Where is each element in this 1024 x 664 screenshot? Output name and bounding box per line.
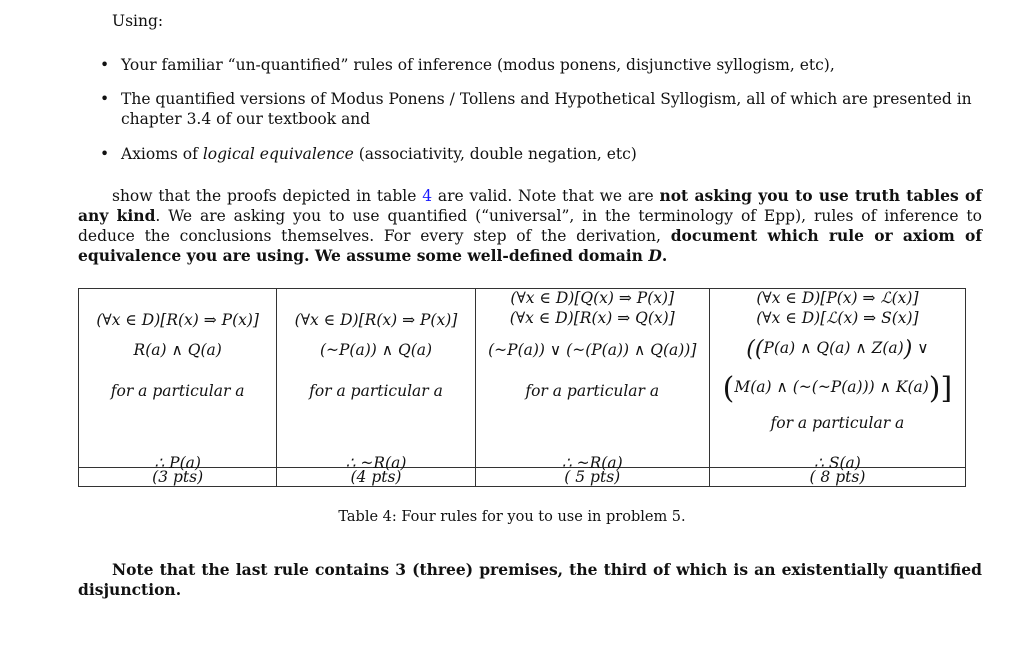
- intro-text: Using:: [112, 12, 164, 30]
- bullet-dot-icon: •: [100, 56, 110, 74]
- rule-cell-2: (∀x ∈ D)[R(x) ⇒ P(x)] (~P(a)) ∧ Q(a) for a particular a ∴ ~R(a): [277, 289, 475, 468]
- rule-cell-3: (∀x ∈ D)[Q(x) ⇒ P(x)] (∀x ∈ D)[R(x) ⇒ Q(x)] (~P(a)) ∨ (~(P(a)) ∧ Q(a))] for a particular a ∴ ~R(a): [475, 289, 709, 468]
- bullet-dot-icon: •: [100, 90, 110, 108]
- instructions-paragraph: show that the proofs depicted in table 4 are valid. Note that we are not asking you to use truth tables of any kind. We are asking you to use quantified (“universal”, in the terminology of Epp), rules of inference to deduce the conclusions themselves. For every step of the derivation, document which rule or axiom of equivalence you are using. We assume some well-defined domain D.: [78, 186, 983, 265]
- rules-table: [78, 288, 966, 487]
- table-caption: Table 4: Four rules for you to use in problem 5.: [338, 509, 686, 525]
- note-paragraph: Note that the last rule contains 3 (three) premises, the third of which is an existentially quantified disjunction.: [78, 560, 982, 599]
- points-cell: (3 pts): [79, 468, 277, 487]
- table-reference-link[interactable]: 4: [422, 187, 433, 205]
- rule-cell-4: (∀x ∈ D)[P(x) ⇒ ℒ(x)] (∀x ∈ D)[ℒ(x) ⇒ S(x)] ((P(a) ∧ Q(a) ∧ Z(a)) ∨ (M(a) ∧ (~(~P(a))) ∧ K(a))] for a particular a ∴ S(a): [709, 289, 965, 468]
- rule-cell-1: (∀x ∈ D)[R(x) ⇒ P(x)] R(a) ∧ Q(a) for a particular a ∴ P(a): [79, 289, 277, 468]
- bullet-dot-icon: •: [100, 145, 110, 163]
- points-cell: ( 8 pts): [709, 468, 965, 487]
- points-cell: (4 pts): [277, 468, 475, 487]
- points-cell: ( 5 pts): [475, 468, 709, 487]
